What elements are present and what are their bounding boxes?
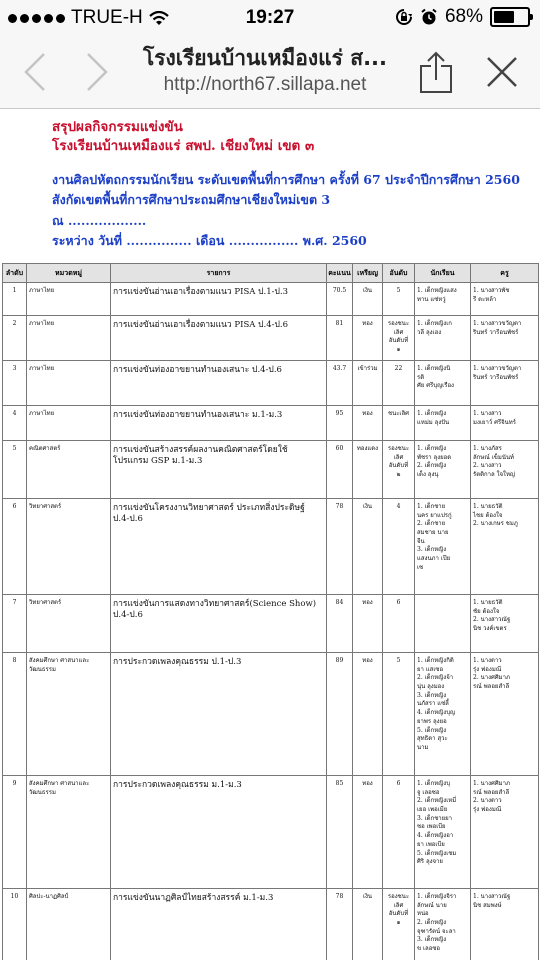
row-rank: รองชนะ เลิศ อันดับที่ ๑ [383, 889, 415, 960]
row-students: 1. เด็กหญิงเก วลี ลุงเฮง [415, 316, 471, 361]
summary-heading: สรุปผลกิจกรรมแข่งขัน [52, 119, 183, 135]
date-line: ระหว่าง วันที่ ............... เดือน ................ พ.ศ. 2560 [52, 233, 367, 248]
row-category: ภาษาไทย [27, 406, 111, 441]
row-category: วิทยาศาสตร์ [27, 595, 111, 653]
row-item: การแข่งขันอ่านเอาเรื่องตามแนว PISA ป.1-ป.3 [111, 283, 327, 316]
close-icon[interactable] [482, 50, 522, 94]
row-rank: 5 [383, 283, 415, 316]
row-medal: ทองแดง [353, 441, 383, 499]
row-score: 70.5 [327, 283, 353, 316]
table-row [3, 406, 539, 441]
row-category: สังคมศึกษา ศาสนาและ วัฒนธรรม [27, 653, 111, 776]
back-arrow-icon[interactable] [16, 50, 56, 94]
alarm-icon [420, 8, 438, 26]
row-item: การแข่งขันการแสดงทางวิทยาศาสตร์(Science Show) ป.4-ป.6 [111, 595, 327, 653]
row-teachers: 1. นางสาวพัช รี ตะหล้า [471, 283, 539, 316]
table-row [3, 889, 539, 960]
row-teachers: 1. นางสาว มงเยาว์ ศรีจินทร์ [471, 406, 539, 441]
row-number: 2 [3, 316, 27, 361]
row-category: สังคมศึกษา ศาสนาและ วัฒนธรรม [27, 776, 111, 889]
row-number: 9 [3, 776, 27, 889]
row-score: 84 [327, 595, 353, 653]
row-teachers: 1. นางศศิมาภ รณ์ พลอยสำลี 2. นางดาว รุ่ง ฟองมณี [471, 776, 539, 889]
row-rank: ชนะเลิศ [383, 406, 415, 441]
row-number: 3 [3, 361, 27, 406]
row-medal: ทอง [353, 653, 383, 776]
area-heading: สังกัดเขตพื้นที่การศึกษาประถมศึกษาเชียงใหม่เขต 3 [52, 192, 331, 207]
row-medal: ทอง [353, 406, 383, 441]
row-students: 1. เด็กหญิงนิ รติ ศัย ศรีบุญเรือง [415, 361, 471, 406]
col-header-teachers: ครู [471, 264, 539, 283]
col-header-no: ลำดับ [3, 264, 27, 283]
row-category: ศิลปะ-นาฏศิลป์ [27, 889, 111, 960]
row-number: 1 [3, 283, 27, 316]
forward-arrow-icon[interactable] [76, 50, 116, 94]
url-bar[interactable]: http://north67.sillapa.net [163, 74, 367, 95]
browser-toolbar [0, 36, 540, 109]
row-number: 4 [3, 406, 27, 441]
row-students: 1. เด็กหญิงจิรา ลักษณ์ นาย หน่อ 2. เด็กหญิง จุฑารัตน์ จะลา 3. เด็กหญิง ข เลอซอ [415, 889, 471, 960]
battery-percent: 68% [444, 6, 483, 27]
row-category: ภาษาไทย [27, 361, 111, 406]
row-rank: 6 [383, 776, 415, 889]
row-rank: 4 [383, 499, 415, 595]
table-row [3, 316, 539, 361]
row-teachers: 1. นางภัสร ลักษณ์ เข็มนันท์ 2. นางสาว รัตติกาล ใจใหญ่ [471, 441, 539, 499]
row-students: 1. เด็กหญิงบุ จู เลอซอ 2. เด็กหญิงเหมี่ เยอ เพอเมีย 3. เด็กชายยา ซอ เพอเบีย 4. เด็กหญิงอา ยา เพอเบีย 5. เด็กหญิงเชม ศิริ ลุงจาย [415, 776, 471, 889]
row-students [415, 595, 471, 653]
row-category: คณิตศาสตร์ [27, 441, 111, 499]
row-number: 7 [3, 595, 27, 653]
row-teachers: 1. นางสาวขวัญตา รินทร์ วารีอนพัชร์ [471, 316, 539, 361]
row-rank: รองชนะ เลิศ อันดับที่ ๒ [383, 441, 415, 499]
row-rank: รองชนะ เลิศ อันดับที่ ๑ [383, 316, 415, 361]
row-number: 10 [3, 889, 27, 960]
col-header-rank: อันดับ [383, 264, 415, 283]
row-item: การแข่งขันนาฏศิลป์ไทยสร้างสรรค์ ม.1-ม.3 [111, 889, 327, 960]
carrier-name: TRUE-H [71, 7, 143, 28]
row-score: 78 [327, 889, 353, 960]
row-medal: ทอง [353, 595, 383, 653]
school-heading: โรงเรียนบ้านเหมืองแร่ สพป. เชียงใหม่ เขต ๓ [52, 138, 315, 154]
row-score: 95 [327, 406, 353, 441]
col-header-item: รายการ [111, 264, 327, 283]
row-medal: เงิน [353, 499, 383, 595]
row-medal: ทอง [353, 776, 383, 889]
row-item: การประกวดเพลงคุณธรรม ม.1-ม.3 [111, 776, 327, 889]
status-bar [0, 0, 540, 36]
row-number: 8 [3, 653, 27, 776]
row-rank: 22 [383, 361, 415, 406]
table-row [3, 361, 539, 406]
col-header-score: คะแนน [327, 264, 353, 283]
web-content [0, 109, 540, 960]
table-row [3, 283, 539, 316]
results-table [2, 263, 539, 960]
venue-line: ณ .................. [52, 213, 147, 228]
row-medal: เงิน [353, 283, 383, 316]
row-rank: 5 [383, 653, 415, 776]
page-title[interactable]: โรงเรียนบ้านเหมืองแร่ ส... [142, 46, 387, 70]
row-students: 1. เด็กชาย นคร ยาแปรกู่ 2. เด็กชาย สมชาย นาย จีน 3. เด็กหญิง แสงนภา เปีย เซ [415, 499, 471, 595]
row-category: ภาษาไทย [27, 316, 111, 361]
row-teachers: 1. นายธวัติ ชัย ต้องใจ 2. นางสาวณัฐ นิช วงค์เขตร [471, 595, 539, 653]
row-item: การแข่งขันโครงงานวิทยาศาสตร์ ประเภทสิ่งประดิษฐ์ ป.4-ป.6 [111, 499, 327, 595]
row-item: การแข่งขันสร้างสรรค์ผลงานคณิตศาสตร์โดยใช้ โปรแกรม GSP ม.1-ม.3 [111, 441, 327, 499]
row-rank: 6 [383, 595, 415, 653]
row-teachers: 1. นางสาวขวัญตา รินทร์ วารีอนพัชร์ [471, 361, 539, 406]
share-icon[interactable] [416, 50, 456, 94]
row-teachers: 1. นางสาวณัฐ นิช สมพงษ์ [471, 889, 539, 960]
table-header-row [3, 264, 539, 283]
table-row [3, 499, 539, 595]
row-teachers: 1. นางดาว รุ่ง ฟองมณี 2. นางศศิมาภ รณ์ พลอยสำลี [471, 653, 539, 776]
row-item: การแข่งขันท่องอาขยานทำนองเสนาะ ป.4-ป.6 [111, 361, 327, 406]
col-header-medal: เหรียญ [353, 264, 383, 283]
col-header-category: หมวดหมู่ [27, 264, 111, 283]
row-item: การประกวดเพลงคุณธรรม ป.1-ป.3 [111, 653, 327, 776]
row-students: 1. เด็กหญิงแสง ทาน แซ่หวู่ [415, 283, 471, 316]
table-row [3, 595, 539, 653]
row-teachers: 1. นายธวัติ ไชย ต้องใจ 2. นางเกษร ชมภู [471, 499, 539, 595]
row-students: 1. เด็กหญิง แหม่ม ลุงปัน [415, 406, 471, 441]
row-students: 1. เด็กหญิงกิติ ยา แสเซอ 2. เด็กหญิงจ้า นุ่น ลุงมอง 3. เด็กหญิง นภัสรา แซ่ลี้ 4. เด็กหญิงบุญ ยาพร ลุงยอ 5. เด็กหญิง สุทธิดา สุวะ นาม [415, 653, 471, 776]
row-number: 6 [3, 499, 27, 595]
row-score: 85 [327, 776, 353, 889]
clock: 19:27 [245, 7, 295, 28]
table-row [3, 776, 539, 889]
row-score: 78 [327, 499, 353, 595]
row-score: 43.7 [327, 361, 353, 406]
row-number: 5 [3, 441, 27, 499]
row-item: การแข่งขันท่องอาขยานทำนองเสนาะ ม.1-ม.3 [111, 406, 327, 441]
row-category: ภาษาไทย [27, 283, 111, 316]
row-medal: เงิน [353, 889, 383, 960]
row-students: 1. เด็กหญิง พัชรา ลุงยอด 2. เด็กหญิง เต็ง ลุงนุ [415, 441, 471, 499]
battery-icon [490, 7, 530, 27]
row-medal: เข้าร่วม [353, 361, 383, 406]
row-category: วิทยาศาสตร์ [27, 499, 111, 595]
battery-level [494, 11, 514, 23]
col-header-students: นักเรียน [415, 264, 471, 283]
rotation-lock-icon [395, 8, 413, 26]
row-medal: ทอง [353, 316, 383, 361]
table-row [3, 653, 539, 776]
event-heading: งานศิลปหัตถกรรมนักเรียน ระดับเขตพื้นที่การศึกษา ครั้งที่ 67 ประจำปีการศึกษา 2560 [52, 172, 520, 187]
row-score: 81 [327, 316, 353, 361]
row-score: 89 [327, 653, 353, 776]
row-item: การแข่งขันอ่านเอาเรื่องตามแนว PISA ป.4-ป.6 [111, 316, 327, 361]
row-score: 60 [327, 441, 353, 499]
table-row [3, 441, 539, 499]
